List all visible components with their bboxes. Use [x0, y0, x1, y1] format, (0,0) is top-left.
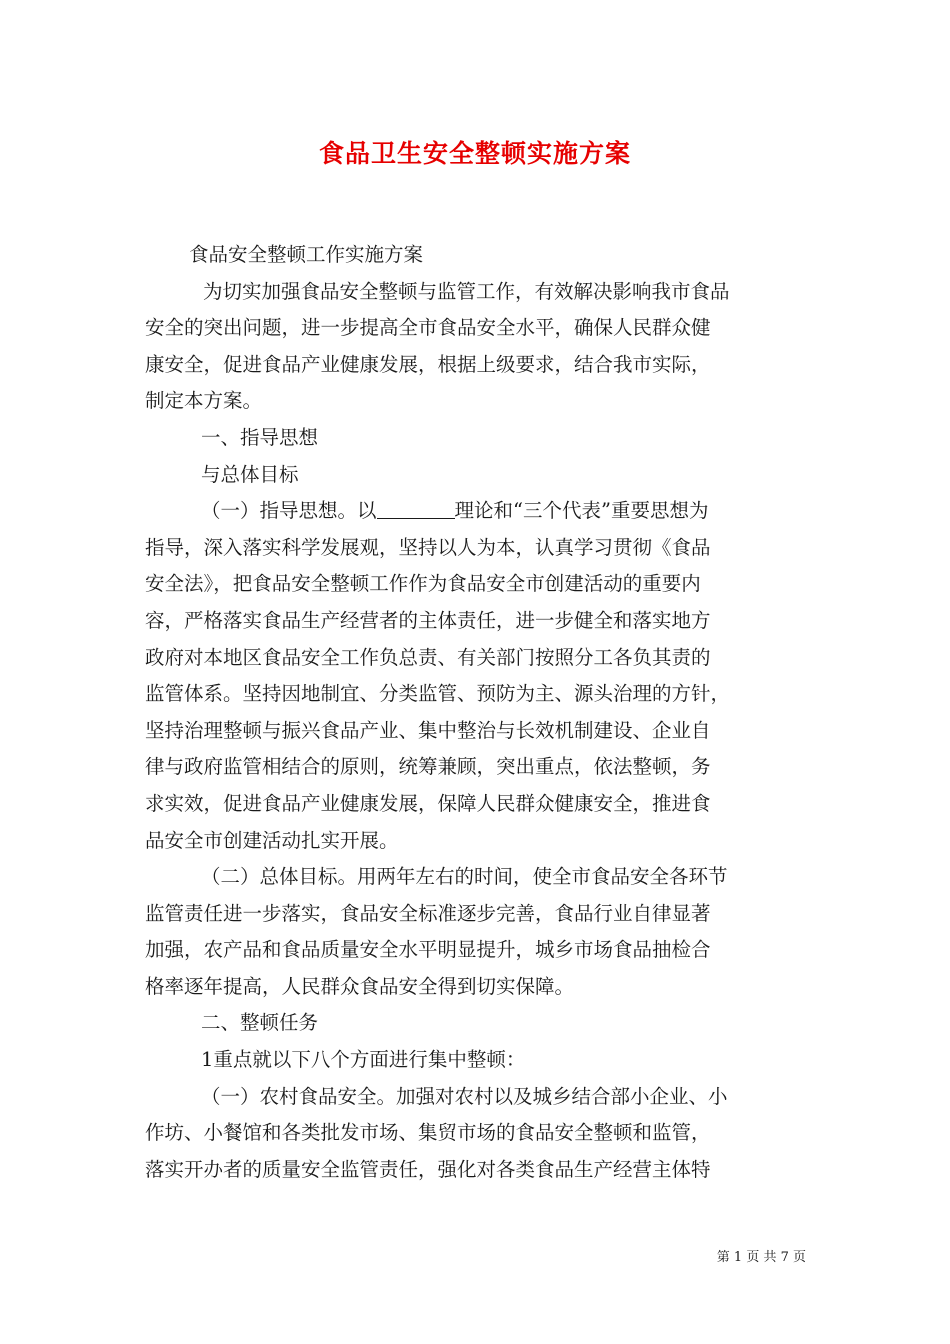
paragraph-line: 容，严格落实食品生产经营者的主体责任，进一步健全和落实地方 [145, 608, 711, 632]
paragraph-line: （二）总体目标。用两年左右的时间，使全市食品安全各环节 [201, 865, 728, 889]
line-text: （一）指导思想。以 [201, 499, 377, 523]
paragraph-line: 二、整顿任务 [201, 1011, 319, 1035]
paragraph-line: 落实开办者的质量安全监管责任，强化对各类食品生产经营主体特 [145, 1157, 711, 1181]
paragraph-line: 加强，农产品和食品质量安全水平明显提升，城乡市场食品抽检合 [145, 938, 711, 962]
paragraph-line: 格率逐年提高，人民群众食品安全得到切实保障。 [145, 974, 575, 998]
paragraph-line: 食品安全整顿工作实施方案 [189, 243, 424, 266]
document-body [145, 237, 815, 1188]
paragraph-line: 监管体系。坚持因地制宜、分类监管、预防为主、源头治理的方针， [145, 682, 731, 706]
paragraph-line: （一）农村食品安全。加强对农村以及城乡结合部小企业、小 [201, 1084, 728, 1108]
paragraph-line: 政府对本地区食品安全工作负总责、有关部门按照分工各负其责的 [145, 645, 711, 669]
paragraph-line: 监管责任进一步落实，食品安全标准逐步完善，食品行业自律显著 [145, 901, 711, 925]
paragraph-line: 求实效，促进食品产业健康发展，保障人民群众健康安全，推进食 [145, 791, 711, 815]
paragraph-line: 安全的突出问题，进一步提高全市食品安全水平，确保人民群众健 [145, 316, 711, 340]
paragraph-line: 为切实加强食品安全整顿与监管工作，有效解决影响我市食品 [203, 279, 730, 303]
paragraph-line: 作坊、小餐馆和各类批发市场、集贸市场的食品安全整顿和监管， [145, 1121, 711, 1145]
paragraph-line: 康安全，促进食品产业健康发展，根据上级要求，结合我市实际， [145, 352, 711, 376]
document-title: 食品卫生安全整顿实施方案 [318, 139, 631, 168]
paragraph-line: 一、指导思想 [201, 425, 319, 449]
paragraph-line: 坚持治理整顿与振兴食品产业、集中整治与长效机制建设、企业自 [145, 718, 711, 742]
paragraph-line: 指导，深入落实科学发展观，坚持以人为本，认真学习贯彻《食品 [145, 535, 711, 559]
paragraph-line [145, 493, 815, 530]
paragraph-line: 1重点就以下八个方面进行集中整顿： [201, 1048, 526, 1072]
paragraph-line: 制定本方案。 [145, 389, 263, 413]
paragraph-line: 与总体目标 [201, 462, 299, 486]
paragraph-line: 品安全市创建活动扎实开展。 [145, 828, 399, 852]
paragraph-line: 安全法》，把食品安全整顿工作作为食品安全市创建活动的重要内 [145, 572, 701, 596]
page-footer: 第 1 页 共 7 页 [716, 1250, 806, 1265]
line-text: 理论和“三个代表”重要思想为 [454, 499, 709, 523]
fill-in-blank [377, 499, 455, 520]
paragraph-line: 律与政府监管相结合的原则，统筹兼顾，突出重点，依法整顿，务 [145, 755, 711, 779]
